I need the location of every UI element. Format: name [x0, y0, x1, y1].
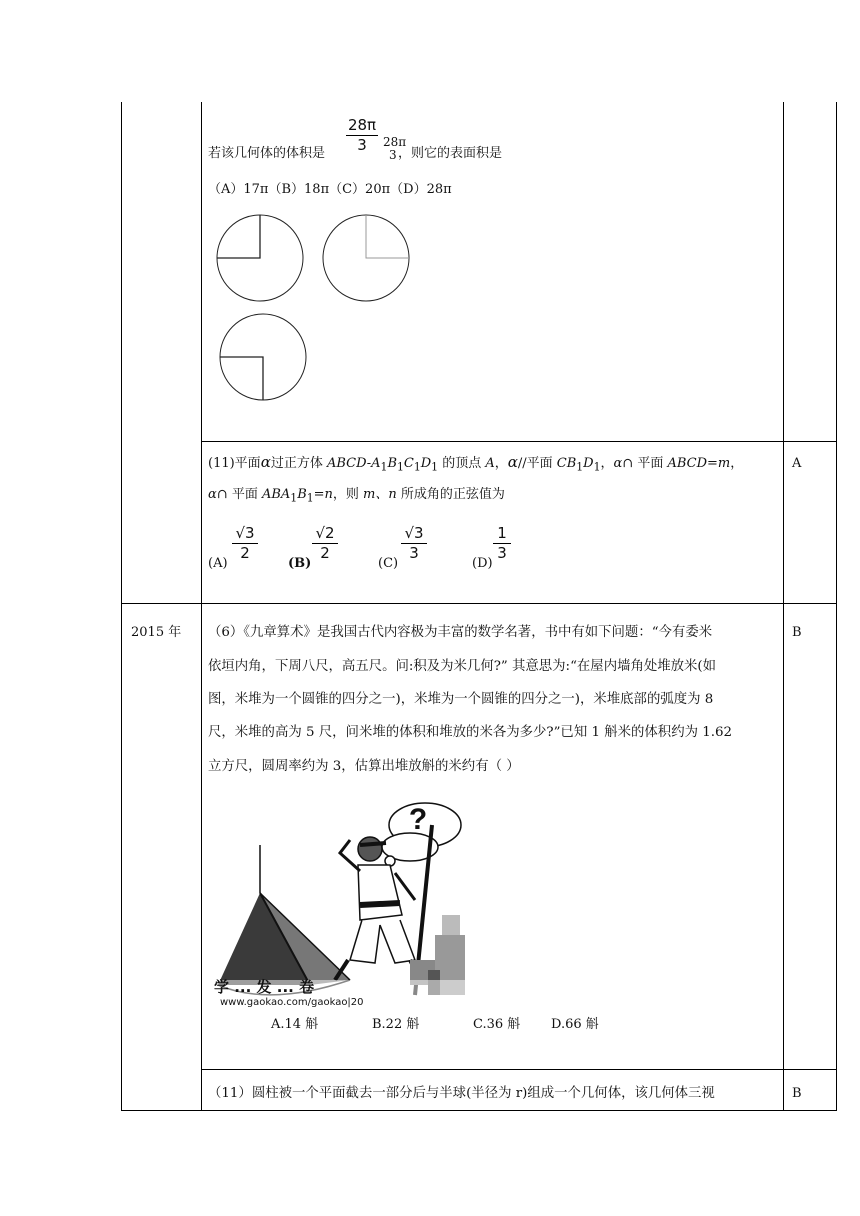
choice: C.36 斛	[473, 1017, 521, 1032]
question-line: 立方尺，圆周率约为 3，估算出堆放斛的米约有（ ）	[208, 759, 520, 774]
answer-options: （A）17π（B）18π（C）20π（D）28π	[208, 182, 452, 197]
answer-cell: A	[792, 456, 802, 471]
option-label: (B)	[288, 556, 312, 571]
option-label: (C)	[378, 556, 399, 571]
image-watermark: 学 ... 发 ... 卷	[214, 978, 315, 996]
question-text: ，则它的表面积是	[398, 146, 503, 161]
choice: A.14 斛	[271, 1017, 319, 1032]
duplicate-fraction-num: 28π	[383, 135, 407, 149]
answer-cell: B	[792, 625, 802, 640]
question-text: 若该几何体的体积是	[208, 146, 326, 161]
question-line: （6）《九章算术》是我国古代内容极为丰富的数学名著，书中有如下问题：“今有委米	[208, 625, 713, 640]
option-label: (A)	[208, 556, 228, 571]
duplicate-fraction-den: 3	[389, 148, 397, 162]
option-fraction: √3 2	[232, 526, 258, 561]
question-line: (11)平面α过正方体 ABCD-$A_1B_1C_1D_1$ 的顶点 A，α//平面 $CB_1D_1$，α∩ 平面 ABCD=m，	[208, 453, 744, 474]
choice: B.22 斛	[372, 1017, 420, 1032]
top-view	[220, 314, 306, 400]
option-fraction: √2 2	[312, 526, 338, 561]
answer-cell: B	[792, 1086, 802, 1101]
option-label: (D)	[472, 556, 493, 571]
question-line: 依垣内角，下周八尺，高五尺。问:积及为米几何?” 其意思为:“在屋内墙角处堆放米(如	[208, 659, 717, 674]
option-fraction: √3 3	[401, 526, 427, 561]
option-fraction: 1 3	[493, 526, 511, 561]
question-line: 尺，米堆的高为 5 尺，问米堆的体积和堆放的米各为多少?”已知 1 斛米的体积约为 1.62	[208, 725, 733, 740]
rice-pile-illustration	[210, 785, 472, 1007]
question-line: α∩ 平面 $ABA_1B_1=n$，则 m、n 所成角的正弦值为	[208, 487, 505, 505]
side-view	[323, 215, 409, 301]
question-line: （11）圆柱被一个平面截去一部分后与半球(半径为 r)组成一个几何体，该几何体三视	[208, 1086, 715, 1101]
svg-text:?: ?	[408, 803, 428, 836]
choice: D.66 斛	[551, 1017, 599, 1032]
question-line: 图，米堆为一个圆锥的四分之一)，米堆为一个圆锥的四分之一)，米堆底部的弧度为 8	[208, 692, 714, 707]
image-watermark-url: www.gaokao.com/gaokao|20	[220, 997, 364, 1008]
front-view	[217, 215, 303, 301]
fraction-numerator: 28π	[347, 116, 377, 134]
year-cell: 2015 年	[131, 625, 182, 640]
fraction-denominator: 3	[357, 136, 367, 154]
